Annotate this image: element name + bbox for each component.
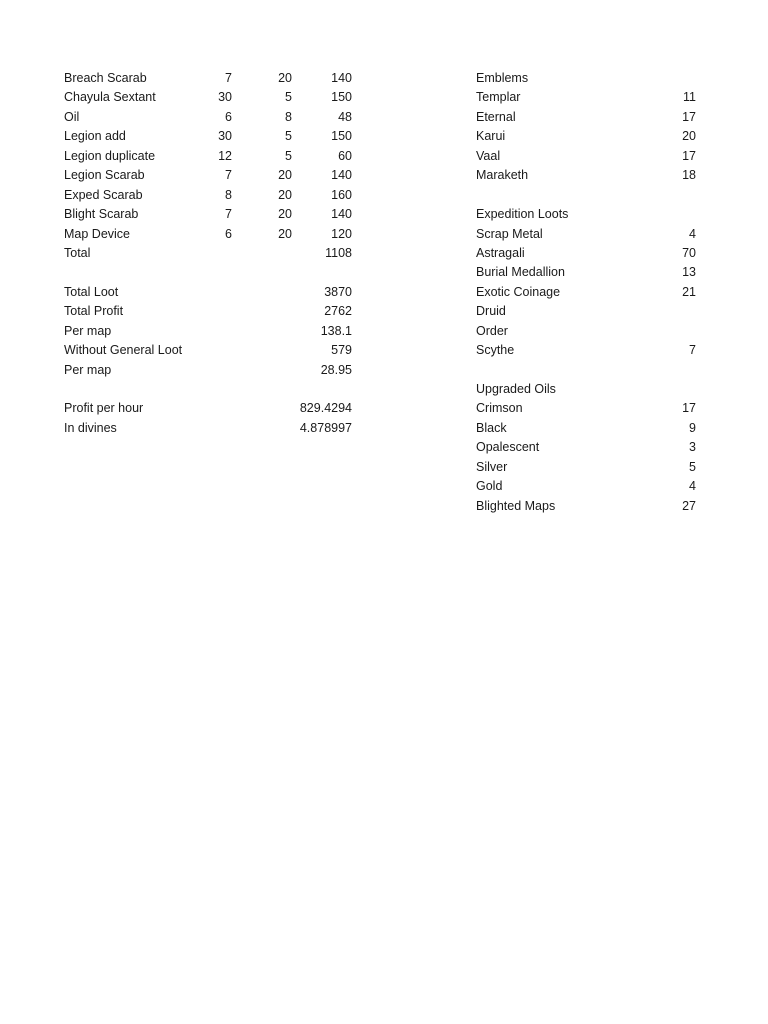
loot-value: 70 [682, 245, 696, 260]
cost-row [64, 225, 364, 244]
loot-value: 4 [689, 226, 696, 241]
loot-label: Burial Medallion [476, 265, 565, 280]
cost-price: 20 [278, 71, 292, 85]
loot-label: Karui [476, 129, 506, 144]
cost-total: 160 [331, 187, 352, 202]
cost-total: 140 [331, 71, 352, 85]
emblems-header: Emblems [476, 71, 529, 85]
loot-label: Vaal [476, 148, 501, 163]
cost-total: 150 [331, 90, 352, 105]
blank-row [476, 361, 696, 380]
cost-qty: 30 [218, 90, 232, 105]
loot-value: 17 [682, 109, 696, 124]
loot-label: Exotic Coinage [476, 284, 561, 299]
loot-row [476, 244, 696, 263]
loot-label: Gold [476, 479, 503, 494]
loot-row [476, 88, 696, 107]
rate-row [64, 399, 364, 418]
cost-row [64, 186, 364, 205]
loot-label: Scrap Metal [476, 226, 543, 241]
loot-label: Crimson [476, 401, 523, 416]
loot-value: 9 [689, 420, 696, 435]
cost-total: 60 [338, 148, 352, 163]
loot-row [476, 341, 696, 360]
loot-label: Maraketh [476, 168, 529, 183]
cost-qty: 8 [225, 187, 232, 202]
loot-label: Black [476, 420, 507, 435]
loot-row [476, 263, 696, 282]
cost-price: 20 [278, 168, 292, 183]
summary-row [64, 361, 364, 380]
cost-label: Blight Scarab [64, 207, 139, 222]
summary-label: Total Profit [64, 304, 124, 319]
cost-price: 8 [285, 109, 292, 124]
cost-row [64, 166, 364, 185]
summary-row [64, 302, 364, 321]
cost-qty: 30 [218, 129, 232, 144]
cost-price: 20 [278, 187, 292, 202]
cost-label: Legion add [64, 129, 126, 144]
loot-value: 5 [689, 459, 696, 474]
loot-row [476, 147, 696, 166]
rate-value: 829.4294 [299, 401, 352, 416]
loot-value: 21 [682, 284, 696, 299]
loot-row [476, 166, 696, 185]
cost-qty: 6 [225, 109, 232, 124]
cost-qty: 7 [225, 207, 232, 222]
cost-qty: 12 [218, 148, 232, 163]
cost-row [64, 69, 364, 88]
cost-price: 5 [285, 90, 292, 105]
total-row [64, 244, 364, 263]
loot-row [476, 127, 696, 146]
summary-label: Total Loot [64, 284, 119, 299]
loot-value: 7 [689, 343, 696, 358]
cost-and-profit-table [64, 69, 364, 438]
loot-label: Eternal [476, 109, 516, 124]
loot-row [476, 477, 696, 496]
cost-label: Oil [64, 109, 80, 124]
loot-row [476, 283, 696, 302]
summary-value: 2762 [324, 304, 352, 319]
loot-row [476, 399, 696, 418]
loot-value: 17 [682, 148, 696, 163]
blank-row [64, 380, 364, 399]
cost-total: 140 [331, 168, 352, 183]
loot-value: 4 [689, 479, 696, 494]
loot-row [476, 108, 696, 127]
loot-row [476, 322, 696, 341]
loot-value: 11 [683, 90, 696, 105]
cost-label: Legion Scarab [64, 168, 145, 183]
rate-value: 4.878997 [299, 420, 352, 435]
loot-row [476, 458, 696, 477]
blank-row [476, 186, 696, 205]
rate-row [64, 419, 364, 438]
summary-value: 138.1 [320, 323, 352, 338]
loot-value: 20 [682, 129, 696, 144]
cost-total: 48 [338, 109, 352, 124]
cost-total: 150 [331, 129, 352, 144]
rate-label: In divines [64, 420, 117, 435]
loot-value: 3 [689, 440, 696, 455]
loot-value: 18 [682, 168, 696, 183]
total-value: 1108 [325, 245, 352, 260]
summary-value: 28.95 [320, 362, 352, 377]
loot-value: 17 [682, 401, 696, 416]
total-label: Total [64, 245, 91, 260]
cost-qty: 7 [225, 71, 232, 85]
section-header [476, 205, 696, 224]
loot-row [476, 225, 696, 244]
loot-value: 13 [682, 265, 696, 280]
summary-row [64, 283, 364, 302]
summary-row [64, 322, 364, 341]
blank-row [64, 263, 364, 282]
cost-qty: 6 [225, 226, 232, 241]
summary-label: Without General Loot [64, 343, 183, 358]
cost-price: 5 [285, 148, 292, 163]
loot-row [476, 497, 696, 516]
loot-row [476, 438, 696, 457]
cost-row [64, 127, 364, 146]
cost-price: 20 [278, 207, 292, 222]
summary-label: Per map [64, 362, 112, 377]
loot-label: Opalescent [476, 440, 540, 455]
loot-row [476, 419, 696, 438]
cost-label: Exped Scarab [64, 187, 143, 202]
cost-qty: 7 [225, 168, 232, 183]
summary-label: Per map [64, 323, 112, 338]
cost-row [64, 205, 364, 224]
cost-label: Breach Scarab [64, 71, 147, 85]
summary-value: 3870 [324, 284, 352, 299]
loot-label: Silver [476, 459, 508, 474]
cost-label: Map Device [64, 226, 130, 241]
loot-row [476, 302, 696, 321]
loot-label: Astragali [476, 245, 525, 260]
cost-row [64, 108, 364, 127]
cost-row [64, 147, 364, 166]
section-header [476, 380, 696, 399]
section-header [476, 69, 696, 88]
loot-label: Order [476, 323, 508, 338]
loot-table [476, 69, 696, 516]
rate-label: Profit per hour [64, 401, 144, 416]
cost-total: 120 [331, 226, 352, 241]
cost-row [64, 88, 364, 107]
cost-total: 140 [331, 207, 352, 222]
cost-label: Legion duplicate [64, 148, 156, 163]
loot-label: Templar [476, 90, 521, 105]
cost-label: Chayula Sextant [64, 90, 156, 105]
loot-value: 27 [682, 498, 696, 513]
loot-label: Scythe [476, 343, 515, 358]
cost-price: 5 [285, 129, 292, 144]
oils-header: Upgraded Oils [476, 382, 556, 396]
summary-value: 579 [331, 343, 352, 358]
loot-label: Blighted Maps [476, 498, 556, 513]
expedition-header: Expedition Loots [476, 207, 569, 222]
loot-label: Druid [476, 304, 506, 319]
summary-row [64, 341, 364, 360]
cost-price: 20 [278, 226, 292, 241]
